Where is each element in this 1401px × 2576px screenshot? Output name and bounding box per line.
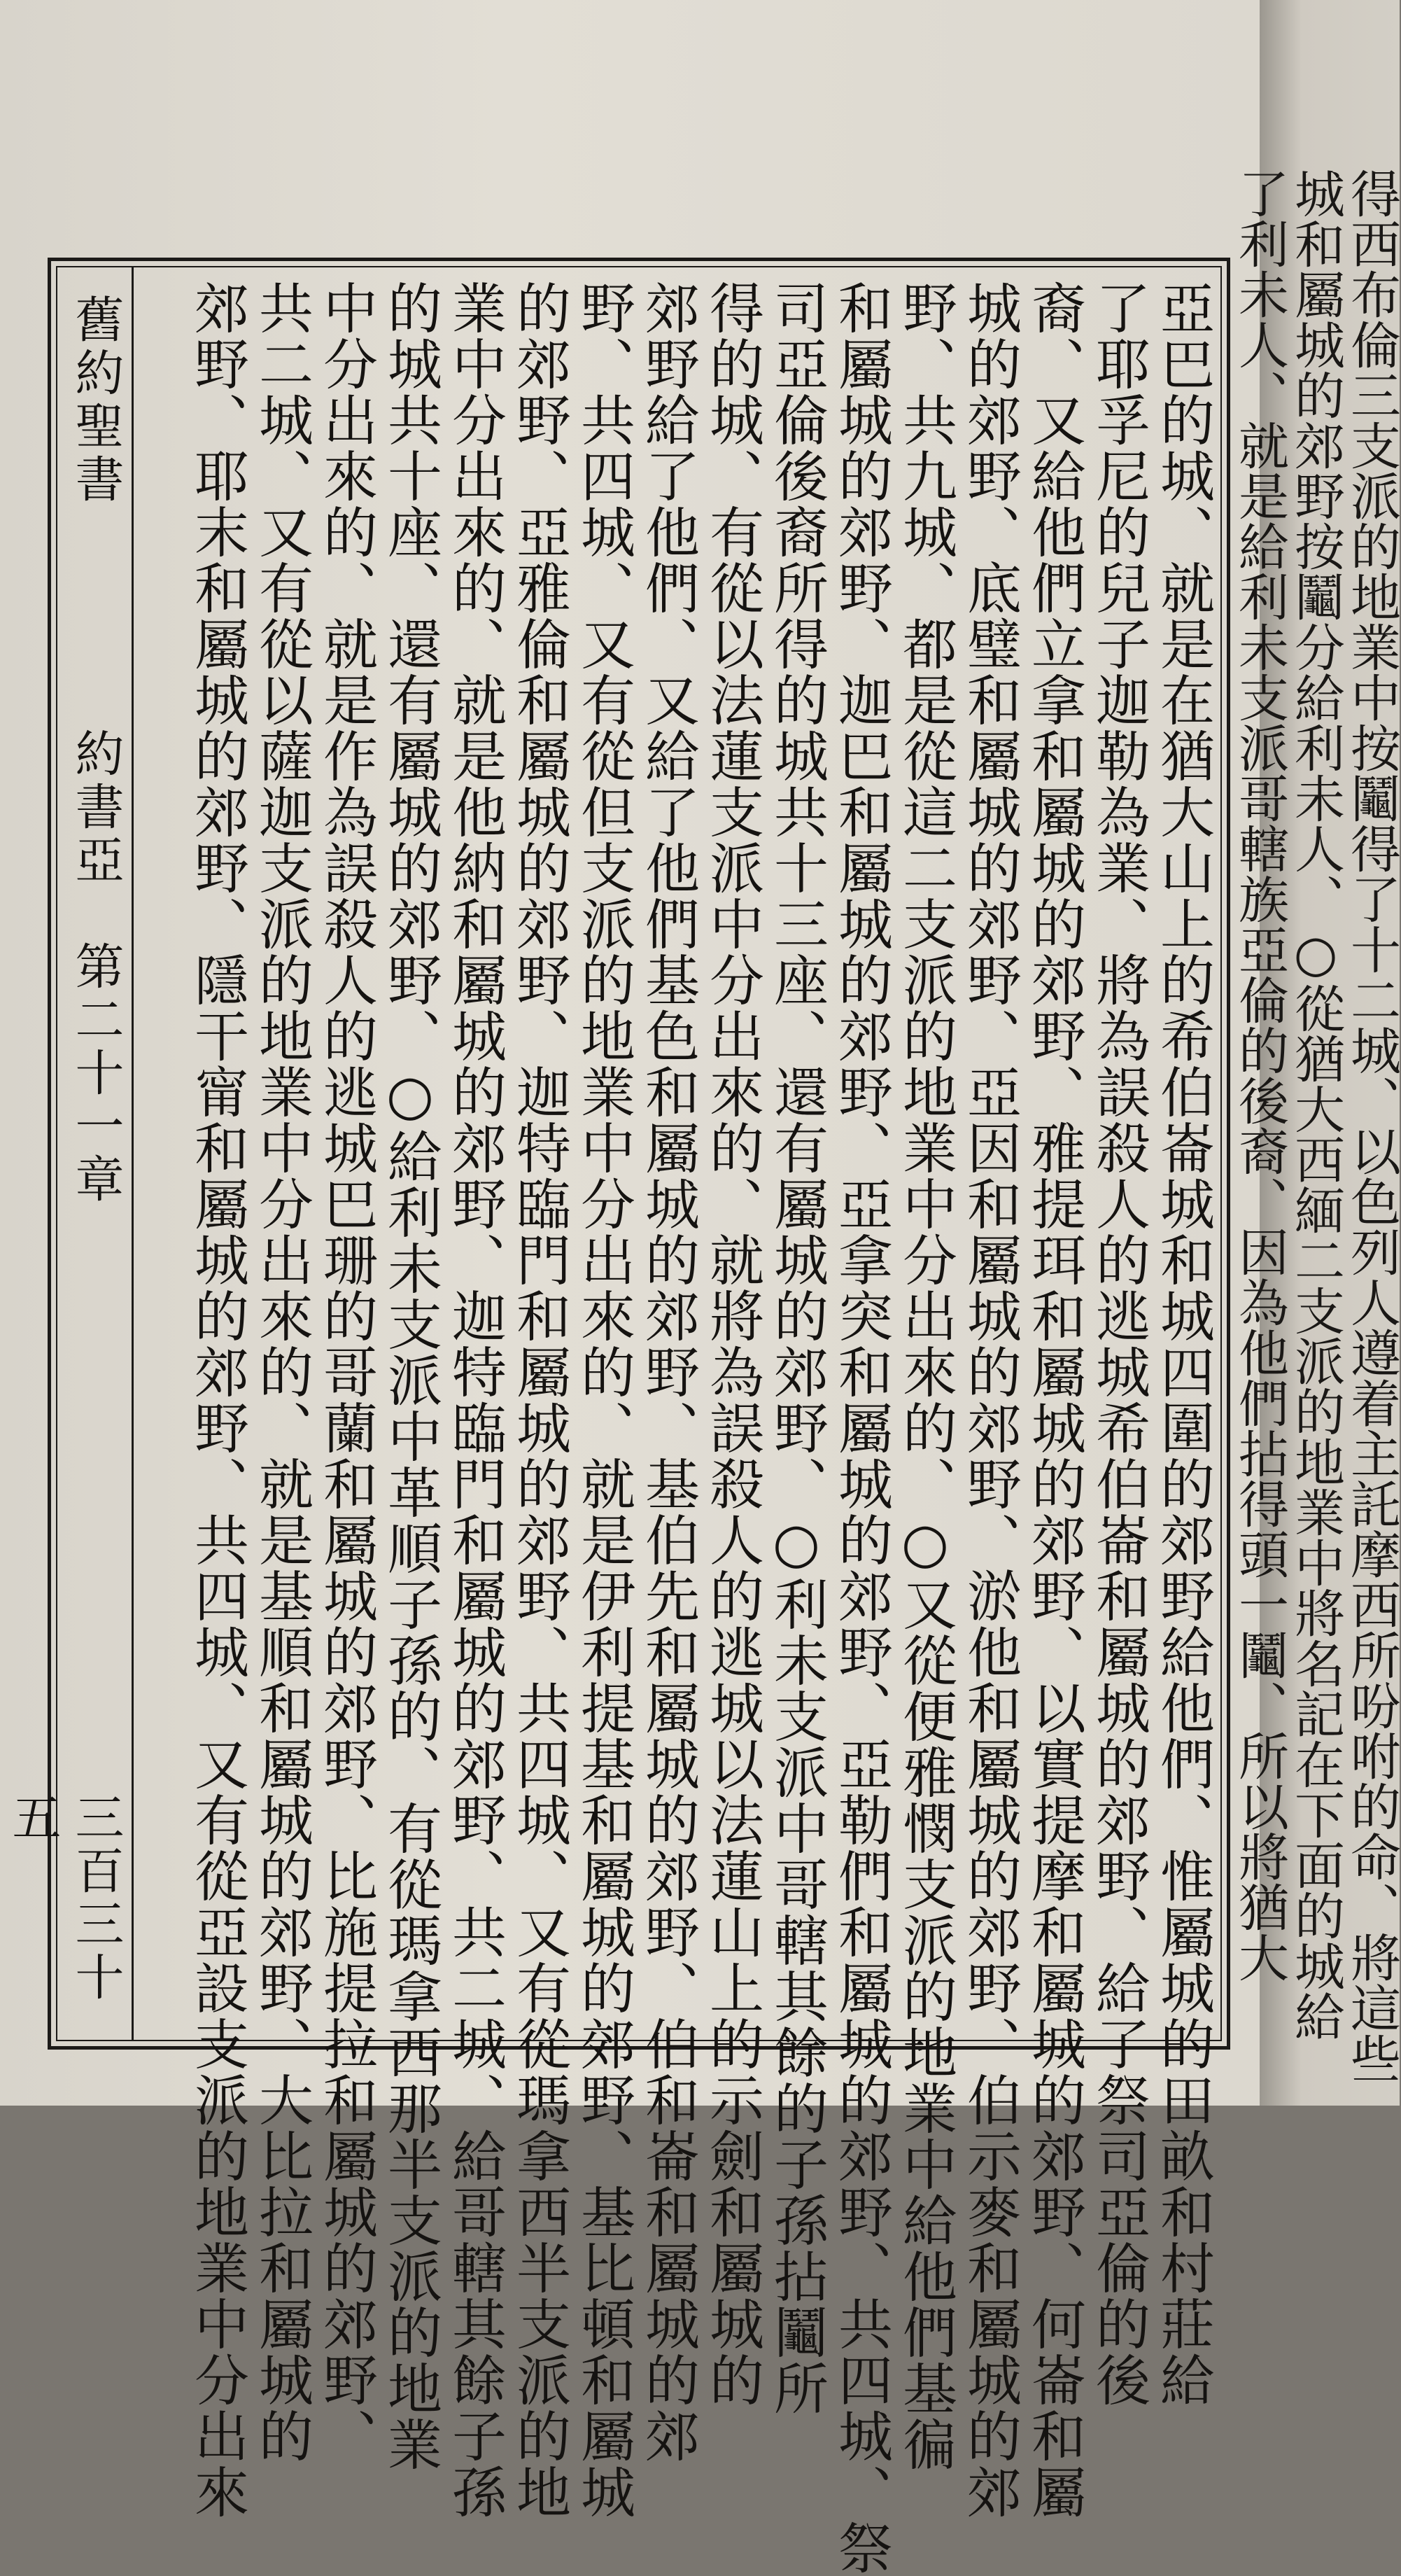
text-column-16: 郊野、耶末和屬城的郊野、隱干甯和屬城的郊野、共四城、又有從亞設支派的地業中分出來	[185, 280, 248, 2520]
text-column-13: 的城共十座、還有屬城的郊野、○給利未支派中革順子孫的、有從瑪拿西那半支派的地業	[379, 280, 442, 2472]
book-title: 舊約聖書	[67, 294, 125, 507]
footer-divider-line	[132, 266, 134, 2041]
text-column-8: 得的城、有從以法蓮支派中分出來的、就將為誤殺人的逃城以法蓮山上的示劍和屬城的	[700, 280, 763, 2408]
text-column-3: 裔、又給他們立拿和屬城的郊野、雅提珥和屬城的郊野、以實提摩和屬城的郊野、何崙和屬	[1022, 280, 1085, 2520]
text-column-11: 的郊野、亞雅倫和屬城的郊野、迦特臨門和屬城的郊野、共四城、又有從瑪拿西半支派的地	[507, 280, 570, 2520]
bleed-through-text	[1176, 38, 1218, 220]
text-column-10: 野、共四城、又有從但支派的地業中分出來的、就是伊利提基和屬城的郊野、基比頓和屬城	[572, 280, 635, 2520]
text-column-6: 和屬城的郊野、迦巴和屬城的郊野、亞拿突和屬城的郊野、亞勒們和屬城的郊野、共四城、祭	[829, 280, 892, 2576]
page-number: 三百三十五	[4, 1792, 125, 2005]
text-column-15: 共二城、又有從以薩迦支派的地業中分出來的、就是基順和屬城的郊野、大比拉和屬城的	[250, 280, 313, 2464]
right-page-column: 城和屬城的郊野按鬮分給利未人、○從猶大西緬二支派的地業中將名記在下面的城給	[1286, 168, 1345, 2041]
text-column-1: 亞巴的城、就是在猶大山上的希伯崙城和城四圍的郊野給他們、惟屬城的田畝和村莊給	[1151, 280, 1214, 2408]
text-column-4: 城的郊野、底璧和屬城的郊野、亞因和屬城的郊野、淤他和屬城的郊野、伯示麥和屬城的郊	[958, 280, 1021, 2520]
running-footer	[4, 280, 127, 2037]
right-page-column: 得西布倫三支派的地業中按鬮得了十二城、以色列人遵着主託摩西所吩咐的命、將這些	[1342, 168, 1401, 2083]
text-column-7: 司亞倫後裔所得的城共十三座、還有屬城的郊野、○利未支派中哥轄其餘的子孫拈鬮所	[765, 280, 828, 2416]
text-column-5: 野、共九城、都是從這二支派的地業中分出來的、○又從便雅憫支派的地業中給他們基徧	[894, 280, 957, 2472]
right-page-column: 了利未人、就是給利未支派哥轄族亞倫的後裔、因為他們拈得頭一鬮、所以將猶大	[1230, 168, 1289, 1982]
text-column-12: 業中分出來的、就是他納和屬城的郊野、迦特臨門和屬城的郊野、共二城、給哥轄其餘子孫	[443, 280, 506, 2520]
text-column-9: 郊野給了他們、又給了他們基色和屬城的郊野、基伯先和屬城的郊野、伯和崙和屬城的郊	[636, 280, 699, 2464]
text-column-2: 了耶孚尼的兒子迦勒為業、將為誤殺人的逃城希伯崙和屬城的郊野、給了祭司亞倫的後	[1087, 280, 1150, 2408]
text-column-14: 中分出來的、就是作為誤殺人的逃城巴珊的哥蘭和屬城的郊野、比施提拉和屬城的郊野、	[314, 280, 377, 2464]
chapter-heading: 約書亞 第二十一章	[67, 728, 125, 1207]
right-page-edge	[1230, 0, 1401, 2106]
